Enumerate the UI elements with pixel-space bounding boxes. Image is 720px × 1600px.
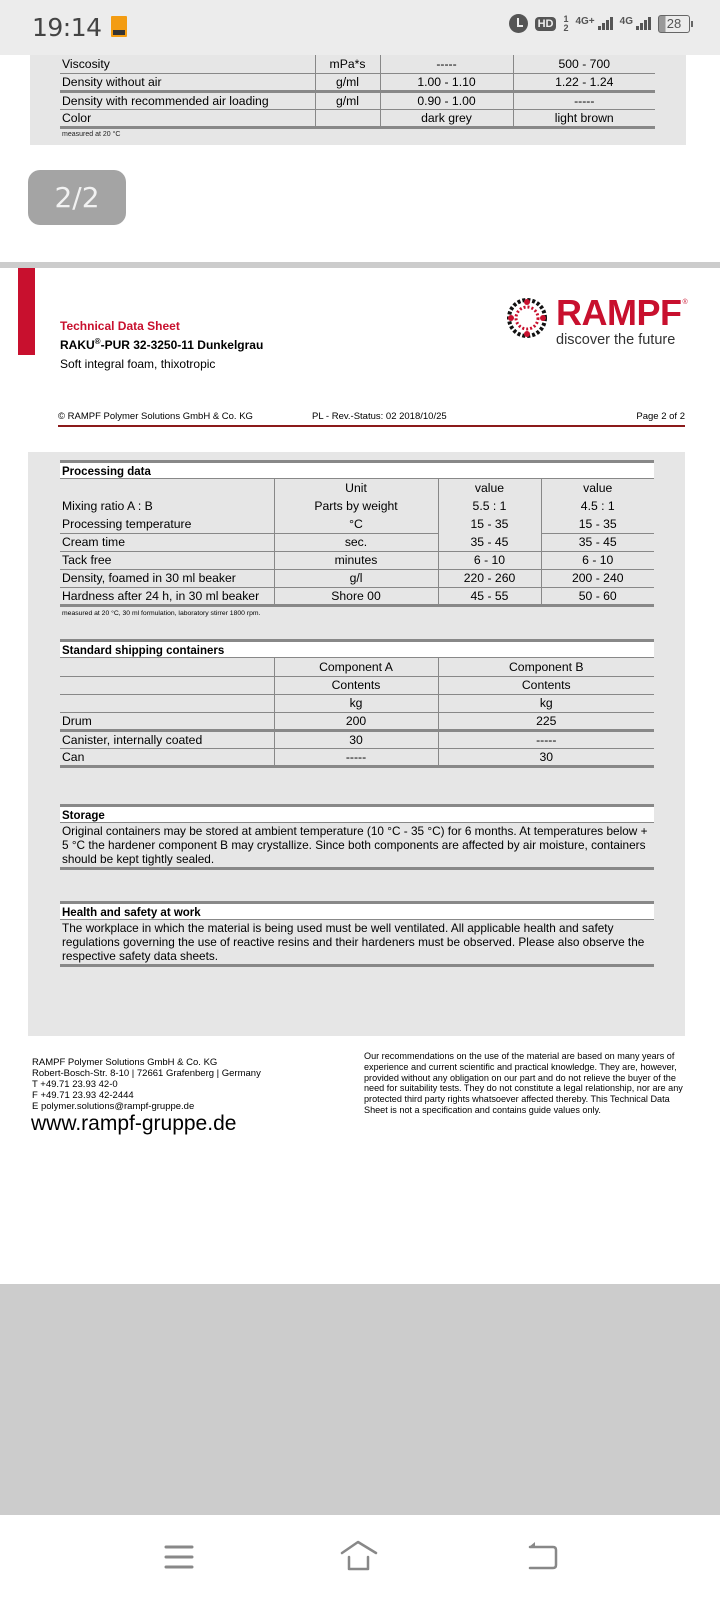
signal-sim2-icon — [620, 17, 651, 30]
registered-mark: ® — [94, 337, 101, 346]
value-b-cell: ----- — [513, 91, 655, 109]
value-b-cell: 15 - 35 — [541, 515, 654, 533]
section-title: Processing data — [60, 460, 654, 479]
disclaimer: Our recommendations on the use of the material are based on many years of experience and current scientific and practical knowledge. They are, however, provided without any obligation on our part and do not relieve the buyer of the need for suitability tests. They do not constitute a legal relationship, nor are any protected third party rights whatsoever affected thereby. This Technical Data Sheet is not a specification and contains guide values only. — [364, 1051, 683, 1115]
table-row — [60, 91, 655, 109]
unit-cell: sec. — [274, 533, 438, 551]
unit-cell: minutes — [274, 551, 438, 569]
value-a-cell: 1.00 - 1.10 — [380, 73, 513, 91]
unit-cell: mPa*s — [315, 55, 380, 73]
value-a-cell: 220 - 260 — [438, 569, 541, 587]
table-row — [60, 515, 654, 533]
red-tab-marker — [18, 268, 35, 355]
value-a-cell: dark grey — [380, 109, 513, 127]
property-cell: Mixing ratio A : B — [62, 499, 153, 513]
document-header-line — [58, 411, 685, 427]
header-cell: Contents — [438, 676, 654, 694]
property-cell: Viscosity — [60, 55, 315, 73]
back-button[interactable] — [525, 1537, 565, 1577]
revision-status: PL - Rev.-Status: 02 2018/10/25 — [312, 411, 447, 422]
value-a-cell: 0.90 - 1.00 — [380, 91, 513, 109]
unit-cell: g/ml — [315, 73, 380, 91]
status-icons — [509, 14, 690, 33]
table-row — [60, 497, 654, 515]
table-row — [60, 55, 655, 73]
product-suffix: -PUR 32-3250-11 Dunkelgrau — [100, 338, 264, 352]
properties-table-tail — [60, 55, 655, 129]
sim-1-label: 1 — [563, 13, 569, 24]
header-cell: value — [438, 479, 541, 497]
rampf-logo-icon — [505, 296, 549, 340]
shipping-containers-section — [60, 639, 654, 768]
measurement-note: measured at 20 °C — [62, 131, 121, 138]
signal-sim1-icon — [575, 17, 612, 30]
clock: 19:14 — [32, 13, 102, 42]
property-cell: Density, foamed in 30 ml beaker — [60, 569, 274, 587]
property-cell: Cream time — [60, 533, 274, 551]
product-prefix: RAKU — [60, 338, 95, 352]
unit-cell — [315, 109, 380, 127]
header-cell — [60, 658, 274, 676]
table-row — [60, 533, 654, 551]
copyright: © RAMPF Polymer Solutions GmbH & Co. KG — [58, 411, 253, 422]
header-cell: Unit — [274, 479, 438, 497]
shipping-containers-table — [60, 658, 654, 768]
menu-icon — [160, 1537, 200, 1577]
brand-block — [556, 294, 690, 349]
website-link[interactable]: www.rampf-gruppe.de — [31, 1112, 237, 1135]
unit-cell: Parts by weight — [274, 497, 438, 515]
product-subtitle: Soft integral foam, thixotropic — [60, 357, 216, 371]
value-a-cell: ----- — [274, 748, 438, 766]
document-title-block — [60, 317, 263, 374]
processing-data-table — [60, 479, 654, 607]
table-row — [60, 569, 654, 587]
value-a-cell: 30 — [274, 730, 438, 748]
navigation-bar — [0, 1515, 720, 1600]
processing-data-section — [60, 460, 654, 607]
document-kind: Technical Data Sheet — [60, 319, 180, 333]
table-header-row — [60, 658, 654, 676]
network-type-2: 4G — [619, 16, 633, 27]
container-cell: Can — [60, 748, 274, 766]
sim-2-label: 2 — [563, 22, 569, 33]
email: E polymer.solutions@rampf-gruppe.de — [32, 1101, 195, 1112]
header-cell: Component B — [438, 658, 654, 676]
container-cell: Canister, internally coated — [60, 730, 274, 748]
home-icon — [340, 1537, 380, 1577]
unit-cell: °C — [274, 515, 438, 533]
battery-icon: 28 — [658, 15, 690, 33]
property-cell: Color — [60, 109, 315, 127]
storage-text: Original containers may be stored at ambient temperature (10 °C - 35 °C) for 6 months. At temperatures below + 5 °C the hardener component B may crystallize. Since both components are affected by air moisture, containers should be kept tightly sealed. — [60, 823, 654, 870]
value-b-cell: 4.5 : 1 — [541, 497, 654, 515]
table-row — [60, 73, 655, 91]
section-title: Health and safety at work — [60, 901, 654, 920]
home-button[interactable] — [340, 1537, 380, 1577]
street-address: Robert-Bosch-Str. 8-10 | 72661 Grafenberg | Germany — [32, 1068, 261, 1079]
table-header-row — [60, 694, 654, 712]
table-header-row — [60, 676, 654, 694]
company-address — [32, 1057, 261, 1112]
value-b-cell: 200 - 240 — [541, 569, 654, 587]
back-icon — [525, 1537, 565, 1577]
property-cell: Hardness after 24 h, in 30 ml beaker — [60, 587, 274, 605]
brand-tagline: discover the future — [556, 332, 676, 348]
value-b-cell: 225 — [438, 712, 654, 730]
table-row — [60, 551, 654, 569]
product-name — [60, 336, 263, 355]
health-safety-section — [60, 901, 654, 967]
storage-section — [60, 804, 654, 870]
table-row — [60, 109, 655, 127]
brand-row — [556, 294, 690, 332]
table-row — [60, 712, 654, 730]
value-a-cell: 45 - 55 — [438, 587, 541, 605]
table-row — [60, 748, 654, 766]
unit-cell: Shore 00 — [274, 587, 438, 605]
header-cell — [60, 694, 274, 712]
header-cell — [60, 676, 274, 694]
fax: F +49.71 23.93 42-2444 — [32, 1090, 134, 1101]
header-cell: kg — [274, 694, 438, 712]
value-b-cell: 50 - 60 — [541, 587, 654, 605]
company-name: RAMPF Polymer Solutions GmbH & Co. KG — [32, 1057, 218, 1068]
header-cell: Contents — [274, 676, 438, 694]
page-number: Page 2 of 2 — [636, 411, 685, 422]
section-title: Standard shipping containers — [60, 639, 654, 658]
phone: T +49.71 23.93 42-0 — [32, 1079, 118, 1090]
value-a-cell: 5.5 : 1 — [438, 497, 541, 515]
unit-cell: g/l — [274, 569, 438, 587]
property-cell: Tack free — [60, 551, 274, 569]
header-cell: kg — [438, 694, 654, 712]
brand-registered-mark: ® — [682, 299, 688, 306]
property-cell: Density without air — [60, 73, 315, 91]
value-a-cell: 6 - 10 — [438, 551, 541, 569]
page-indicator: 2/2 — [28, 170, 126, 225]
value-b-cell: 6 - 10 — [541, 551, 654, 569]
section-title: Storage — [60, 804, 654, 823]
viewer-background — [0, 1284, 720, 1515]
value-b-cell: light brown — [513, 109, 655, 127]
value-b-cell: ----- — [438, 730, 654, 748]
hd-voice-icon: HD — [535, 17, 557, 31]
header-cell: value — [541, 479, 654, 497]
container-cell: Drum — [60, 712, 274, 730]
sim-slot-indicator — [563, 15, 568, 33]
table-header-row — [60, 479, 654, 497]
value-b-cell: 1.22 - 1.24 — [513, 73, 655, 91]
table-row — [60, 730, 654, 748]
header-cell — [60, 479, 274, 497]
health-safety-text: The workplace in which the material is being used must be well ventilated. All applicable health and safety regulations governing the use of reactive resins and their hardeners must be observed. Please also observe the respective safety data sheets. — [60, 920, 654, 967]
unit-cell: g/ml — [315, 91, 380, 109]
page-separator — [0, 262, 720, 268]
page-1-remnant — [30, 55, 686, 145]
value-b-cell: 30 — [438, 748, 654, 766]
value-b-cell: 35 - 45 — [541, 533, 654, 551]
table-row — [60, 587, 654, 605]
document-content — [28, 452, 685, 1036]
status-bar — [0, 0, 720, 55]
value-b-cell: 500 - 700 — [513, 55, 655, 73]
value-a-cell: ----- — [380, 55, 513, 73]
recents-button[interactable] — [160, 1537, 200, 1577]
network-type-1: 4G+ — [575, 16, 595, 27]
brand-name: RAMPF — [556, 292, 682, 333]
value-a-cell: 15 - 35 — [438, 515, 541, 533]
property-cell: Processing temperature — [60, 515, 274, 533]
value-a-cell: 35 - 45 — [438, 533, 541, 551]
alarm-icon — [509, 14, 528, 33]
processing-note: measured at 20 °C, 30 ml formulation, laboratory stirrer 1800 rpm. — [62, 610, 261, 617]
property-cell: Density with recommended air loading — [60, 91, 315, 109]
header-cell: Component A — [274, 658, 438, 676]
app-notification-icon — [111, 16, 127, 37]
value-a-cell: 200 — [274, 712, 438, 730]
